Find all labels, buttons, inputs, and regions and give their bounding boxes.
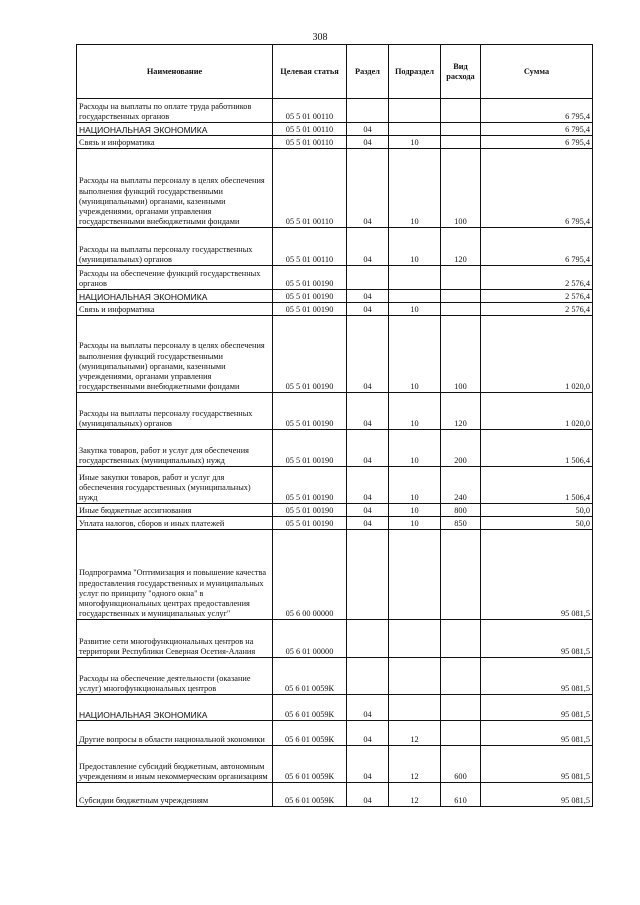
row-expense-type: 600 — [441, 746, 481, 783]
table-row — [77, 695, 593, 721]
row-section: 04 — [347, 393, 389, 430]
row-sum: 1 020,0 — [481, 316, 593, 393]
row-name: Связь и информатика — [77, 303, 273, 316]
page-number: 308 — [312, 32, 328, 43]
row-subsection: 10 — [389, 467, 441, 504]
row-name: Подпрограмма "Оптимизация и повышение качества предоставления государственных и муниципальных услуг по принципу "одного окна" в многофункциональных центрах предоставления государственных и муниципальных услуг" — [77, 530, 273, 620]
row-expense-type — [441, 695, 481, 721]
row-target: 05 5 01 00190 — [273, 517, 347, 530]
table-row — [77, 228, 593, 266]
row-target: 05 5 01 00110 — [273, 228, 347, 266]
row-target: 05 6 01 0059К — [273, 783, 347, 807]
header-target: Целевая статья — [273, 45, 347, 99]
row-subsection: 10 — [389, 316, 441, 393]
table-row — [77, 517, 593, 530]
table-row — [77, 303, 593, 316]
table-row — [77, 266, 593, 290]
row-section — [347, 658, 389, 695]
row-name: Расходы на обеспечение деятельности (оказание услуг) многофункциональных центров — [77, 658, 273, 695]
row-sum: 95 081,5 — [481, 721, 593, 746]
row-expense-type — [441, 290, 481, 303]
header-expense-type: Вид расхода — [441, 45, 481, 99]
row-subsection — [389, 658, 441, 695]
row-target: 05 6 01 0059К — [273, 721, 347, 746]
table-header-row — [77, 45, 593, 99]
row-name: Иные бюджетные ассигнования — [77, 504, 273, 517]
row-expense-type — [441, 99, 481, 123]
row-name: Связь и информатика — [77, 136, 273, 149]
row-section: 04 — [347, 290, 389, 303]
row-subsection — [389, 530, 441, 620]
row-name: Другие вопросы в области национальной экономики — [77, 721, 273, 746]
row-subsection: 10 — [389, 228, 441, 266]
row-section — [347, 620, 389, 658]
row-subsection: 10 — [389, 517, 441, 530]
row-subsection: 10 — [389, 149, 441, 228]
header-subsection: Подраздел — [389, 45, 441, 99]
row-target: 05 5 01 00110 — [273, 123, 347, 136]
row-name: Развитие сети многофункциональных центров на территории Республики Северная Осетия-Алания — [77, 620, 273, 658]
row-section: 04 — [347, 123, 389, 136]
row-name: НАЦИОНАЛЬНАЯ ЭКОНОМИКА — [77, 695, 273, 721]
table-row — [77, 136, 593, 149]
row-subsection: 10 — [389, 393, 441, 430]
row-expense-type: 850 — [441, 517, 481, 530]
row-target: 05 6 01 0059К — [273, 746, 347, 783]
row-section — [347, 530, 389, 620]
row-subsection — [389, 290, 441, 303]
row-sum: 95 081,5 — [481, 658, 593, 695]
row-section — [347, 99, 389, 123]
table-row — [77, 721, 593, 746]
row-section: 04 — [347, 149, 389, 228]
table-row — [77, 783, 593, 807]
row-target: 05 5 01 00190 — [273, 504, 347, 517]
row-section: 04 — [347, 721, 389, 746]
row-name: Расходы на обеспечение функций государственных органов — [77, 266, 273, 290]
row-section: 04 — [347, 746, 389, 783]
table-row — [77, 430, 593, 467]
table-row — [77, 123, 593, 136]
row-name: НАЦИОНАЛЬНАЯ ЭКОНОМИКА — [77, 123, 273, 136]
table-row — [77, 530, 593, 620]
row-subsection: 10 — [389, 504, 441, 517]
row-subsection: 12 — [389, 746, 441, 783]
row-target: 05 5 01 00190 — [273, 467, 347, 504]
row-subsection: 12 — [389, 721, 441, 746]
row-section: 04 — [347, 430, 389, 467]
row-expense-type — [441, 266, 481, 290]
row-subsection: 12 — [389, 783, 441, 807]
table-row — [77, 658, 593, 695]
row-expense-type: 120 — [441, 228, 481, 266]
row-name: Закупка товаров, работ и услуг для обеспечения государственных (муниципальных) нужд — [77, 430, 273, 467]
row-expense-type — [441, 658, 481, 695]
row-name: Субсидии бюджетным учреждениям — [77, 783, 273, 807]
row-expense-type: 800 — [441, 504, 481, 517]
row-section: 04 — [347, 136, 389, 149]
row-section: 04 — [347, 504, 389, 517]
row-sum: 6 795,4 — [481, 228, 593, 266]
row-name: Расходы на выплаты персоналу государственных (муниципальных) органов — [77, 393, 273, 430]
row-expense-type — [441, 303, 481, 316]
row-name: Предоставление субсидий бюджетным, автономным учреждениям и иным некоммерческим организациям — [77, 746, 273, 783]
row-subsection: 10 — [389, 430, 441, 467]
row-expense-type — [441, 620, 481, 658]
row-name: Иные закупки товаров, работ и услуг для обеспечения государственных (муниципальных) нужд — [77, 467, 273, 504]
row-expense-type — [441, 721, 481, 746]
header-name: Наименование — [77, 45, 273, 99]
row-sum: 2 576,4 — [481, 266, 593, 290]
row-target: 05 5 01 00110 — [273, 136, 347, 149]
row-section — [347, 266, 389, 290]
row-sum: 95 081,5 — [481, 746, 593, 783]
table-row — [77, 620, 593, 658]
row-sum: 2 576,4 — [481, 290, 593, 303]
row-expense-type: 200 — [441, 430, 481, 467]
row-name: Расходы на выплаты персоналу в целях обеспечения выполнения функций государственными (муниципальными) органами, казенными учреждениями, органами управления государственными внебюджетными фондами — [77, 149, 273, 228]
row-sum: 6 795,4 — [481, 149, 593, 228]
row-subsection — [389, 266, 441, 290]
row-sum: 50,0 — [481, 517, 593, 530]
table-row — [77, 290, 593, 303]
row-target: 05 5 01 00190 — [273, 303, 347, 316]
row-sum: 95 081,5 — [481, 530, 593, 620]
row-expense-type: 610 — [441, 783, 481, 807]
row-subsection — [389, 695, 441, 721]
row-subsection: 10 — [389, 303, 441, 316]
row-target: 05 6 01 0059К — [273, 658, 347, 695]
row-sum: 50,0 — [481, 504, 593, 517]
row-sum: 1 506,4 — [481, 430, 593, 467]
row-target: 05 5 01 00190 — [273, 316, 347, 393]
row-target: 05 5 01 00190 — [273, 430, 347, 467]
row-section: 04 — [347, 695, 389, 721]
row-expense-type: 100 — [441, 316, 481, 393]
row-sum: 1 506,4 — [481, 467, 593, 504]
row-expense-type — [441, 530, 481, 620]
row-target: 05 5 01 00110 — [273, 99, 347, 123]
row-name: Расходы на выплаты персоналу государственных (муниципальных) органов — [77, 228, 273, 266]
row-section: 04 — [347, 517, 389, 530]
row-sum: 2 576,4 — [481, 303, 593, 316]
row-name: Расходы на выплаты по оплате труда работников государственных органов — [77, 99, 273, 123]
row-subsection — [389, 620, 441, 658]
table-row — [77, 467, 593, 504]
row-sum: 1 020,0 — [481, 393, 593, 430]
row-sum: 95 081,5 — [481, 620, 593, 658]
table-row — [77, 99, 593, 123]
row-target: 05 5 01 00190 — [273, 266, 347, 290]
header-sum: Сумма — [481, 45, 593, 99]
row-expense-type: 240 — [441, 467, 481, 504]
row-target: 05 6 01 00000 — [273, 620, 347, 658]
row-subsection: 10 — [389, 136, 441, 149]
row-section: 04 — [347, 316, 389, 393]
row-expense-type: 100 — [441, 149, 481, 228]
row-name: НАЦИОНАЛЬНАЯ ЭКОНОМИКА — [77, 290, 273, 303]
row-name: Расходы на выплаты персоналу в целях обеспечения выполнения функций государственными (муниципальными) органами, казенными учреждениями, органами управления государственными внебюджетными фондами — [77, 316, 273, 393]
table-row — [77, 746, 593, 783]
row-expense-type — [441, 123, 481, 136]
row-sum: 95 081,5 — [481, 695, 593, 721]
row-expense-type — [441, 136, 481, 149]
row-sum: 6 795,4 — [481, 123, 593, 136]
row-subsection — [389, 123, 441, 136]
row-sum: 6 795,4 — [481, 136, 593, 149]
row-name: Уплата налогов, сборов и иных платежей — [77, 517, 273, 530]
table-row — [77, 504, 593, 517]
row-target: 05 6 01 0059К — [273, 695, 347, 721]
table-row — [77, 149, 593, 228]
row-sum: 95 081,5 — [481, 783, 593, 807]
row-section: 04 — [347, 467, 389, 504]
row-target: 05 5 01 00190 — [273, 393, 347, 430]
row-expense-type: 120 — [441, 393, 481, 430]
row-section: 04 — [347, 228, 389, 266]
budget-table — [76, 44, 593, 807]
row-subsection — [389, 99, 441, 123]
row-section: 04 — [347, 783, 389, 807]
row-target: 05 5 01 00190 — [273, 290, 347, 303]
row-target: 05 5 01 00110 — [273, 149, 347, 228]
header-section: Раздел — [347, 45, 389, 99]
row-section: 04 — [347, 303, 389, 316]
row-sum: 6 795,4 — [481, 99, 593, 123]
table-row — [77, 316, 593, 393]
row-target: 05 6 00 00000 — [273, 530, 347, 620]
table-row — [77, 393, 593, 430]
